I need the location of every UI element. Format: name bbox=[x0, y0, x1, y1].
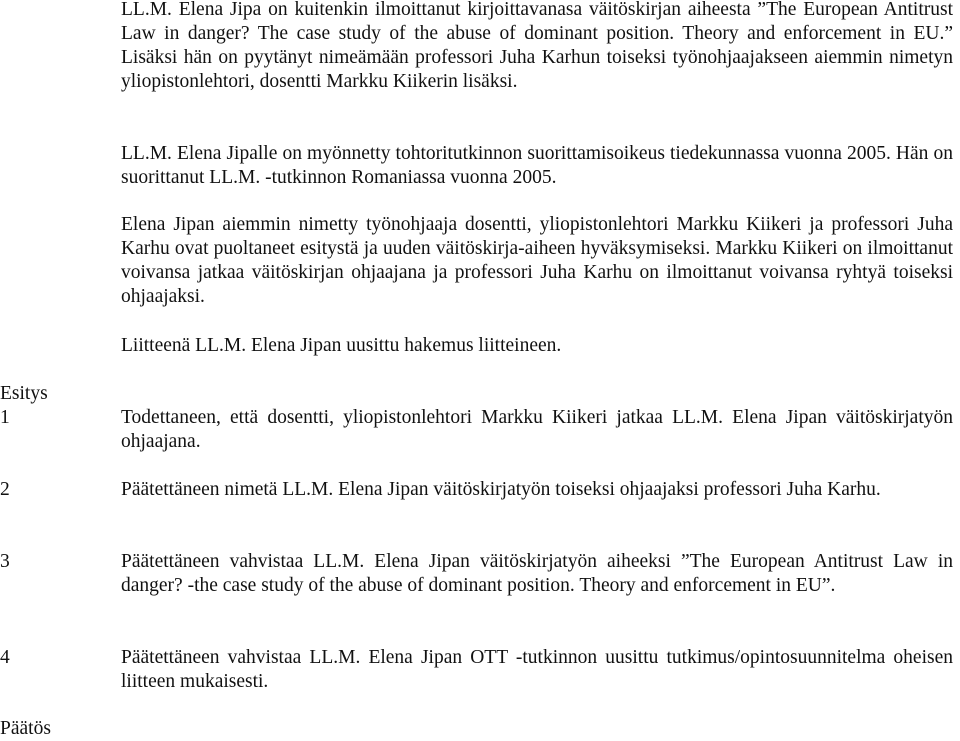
paragraph-attachment: Liitteenä LL.M. Elena Jipan uusittu hakemus liitteineen. bbox=[121, 335, 562, 356]
esitys-item-text: Todettaneen, että dosentti, yliopistonlehtori Markku Kiikeri jatkaa LL.M. Elena Jipan väitöskirjatyön ohjaajana. bbox=[121, 407, 953, 452]
esitys-heading: Esitys bbox=[0, 383, 48, 404]
esitys-item-text: Päätettäneen vahvistaa LL.M. Elena Jipan väitöskirjatyön aiheeksi ”The European Antitrust Law in danger? -the case study of the abuse of dominant position. Theory and enforcement in EU”. bbox=[121, 551, 953, 596]
esitys-item-number: 4 bbox=[0, 647, 10, 668]
paatos-heading: Päätös bbox=[0, 718, 51, 739]
esitys-item-number: 2 bbox=[0, 479, 10, 500]
paragraph-supervisors-support: Elena Jipan aiemmin nimetty työnohjaaja dosentti, yliopistonlehtori Markku Kiikeri ja professori Juha Karhu ovat puoltaneet esitystä ja uuden väitöskirja-aiheen hyväksymiseksi. Markku Kiikeri on ilmoittanut voivansa jatkaa väitöskirjan ohjaajana ja professori Juha Karhu on ilmoittanut voivansa ryhtyä toiseksi ohjaajaksi. bbox=[121, 214, 953, 307]
esitys-item-number: 3 bbox=[0, 551, 10, 572]
esitys-item-text: Päätettäneen vahvistaa LL.M. Elena Jipan OTT -tutkinnon uusittu tutkimus/opintosuunnitelma oheisen liitteen mukaisesti. bbox=[121, 647, 953, 692]
paragraph-topic-change: LL.M. Elena Jipa on kuitenkin ilmoittanut kirjoittavanasa väitöskirjan aiheesta ”The European Antitrust Law in danger? The case study of the abuse of dominant position. Theory and enforcement in EU.” Lisäksi hän on pyytänyt nimeämään professori Juha Karhun toiseksi työnohjaajakseen aiemmin nimetyn yliopistonlehtori, dosentti Markku Kiikerin lisäksi. bbox=[121, 0, 953, 92]
esitys-item-number: 1 bbox=[0, 407, 10, 428]
paragraph-doctoral-right: LL.M. Elena Jipalle on myönnetty tohtoritutkinnon suorittamisoikeus tiedekunnassa vuonna 2005. Hän on suorittanut LL.M. -tutkinnon Romaniassa vuonna 2005. bbox=[121, 143, 953, 188]
esitys-item-text: Päätettäneen nimetä LL.M. Elena Jipan väitöskirjatyön toiseksi ohjaajaksi professori Juha Karhu. bbox=[121, 479, 881, 500]
